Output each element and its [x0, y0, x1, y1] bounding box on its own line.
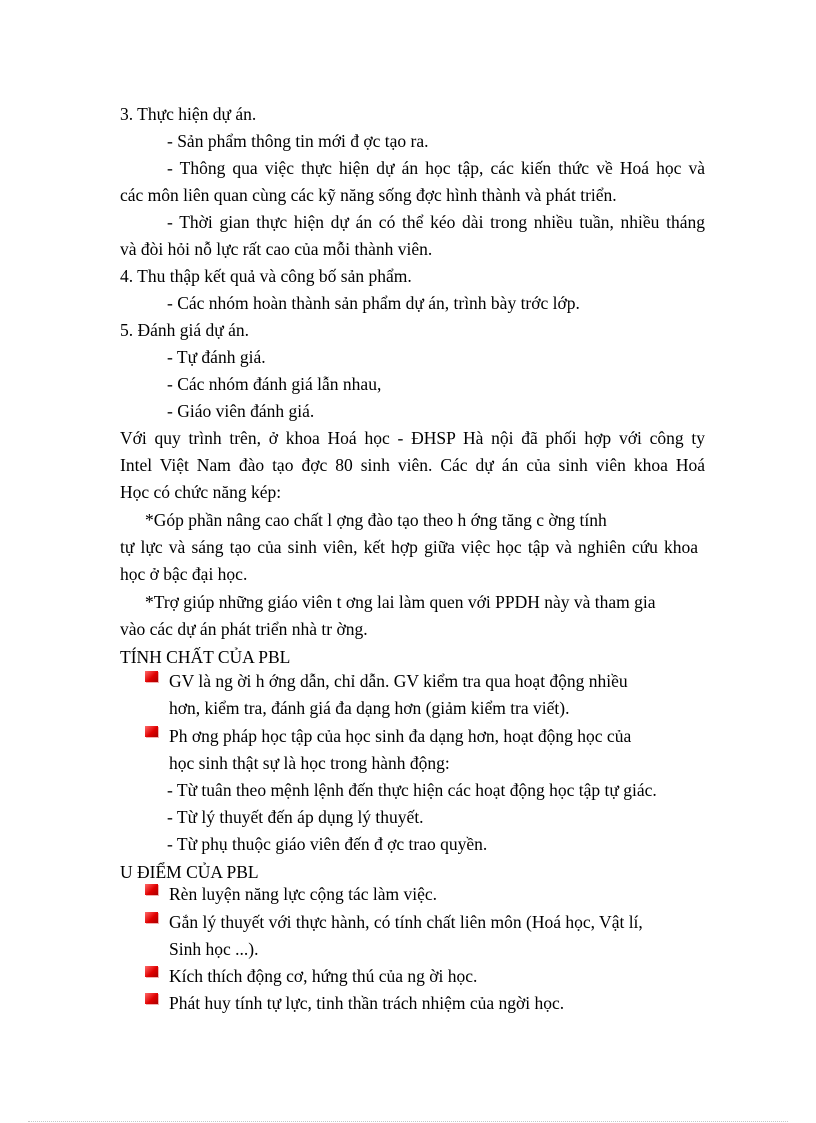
advantage-4: Phát huy tính tự lực, tinh thần trách nhiệm của ngời học. — [169, 993, 565, 1013]
function-1-line-2: tự lực và sáng tạo của sinh viên, kết hợp giữa việc học tập và nghiên cứu khoa — [120, 537, 698, 557]
step-5-item-3: - Giáo viên đánh giá. — [167, 401, 315, 421]
step-5-item-2: - Các nhóm đánh giá lẫn nhau, — [167, 374, 382, 394]
step-3-item-2-line-2: các môn liên quan cùng các kỹ năng sống đợc hình thành và phát triển. — [120, 185, 617, 205]
red-square-bullet-icon — [145, 993, 158, 1004]
advantage-1: Rèn luyện năng lực cộng tác làm việc. — [169, 884, 438, 904]
page-bottom-divider — [28, 1121, 788, 1122]
property-2-line-2: học sinh thật sự là học trong hành động: — [169, 753, 450, 773]
step-3-item-3-line-1: - Thời gian thực hiện dự án có thể kéo dài trong nhiều tuần, nhiều tháng — [167, 212, 705, 232]
advantage-2-line-1: Gắn lý thuyết với thực hành, có tính chất liên môn (Hoá học, Vật lí, — [169, 912, 643, 932]
property-2-detail-1: - Từ tuân theo mệnh lệnh đến thực hiện các hoạt động học tập tự giác. — [167, 780, 657, 800]
red-square-bullet-icon — [145, 726, 158, 737]
property-1-line-2: hơn, kiểm tra, đánh giá đa dạng hơn (giảm kiểm tra viết). — [169, 698, 570, 718]
function-1-line-1: *Góp phần nâng cao chất l ợng đào tạo theo h ớng tăng c ờng tính — [145, 510, 607, 530]
function-1-line-3: học ở bậc đại học. — [120, 564, 248, 584]
step-3-item-1: - Sản phẩm thông tin mới đ ợc tạo ra. — [167, 131, 429, 151]
function-2-line-2: vào các dự án phát triển nhà tr ờng. — [120, 619, 368, 639]
red-square-bullet-icon — [145, 912, 158, 923]
paragraph-line-3: Học có chức năng kép: — [120, 482, 282, 502]
section-heading-properties: TÍNH CHẤT CỦA PBL — [120, 647, 291, 667]
advantage-3: Kích thích động cơ, hứng thú của ng ời học. — [169, 966, 478, 986]
step-5-item-1: - Tự đánh giá. — [167, 347, 266, 367]
step-4-heading: 4. Thu thập kết quả và công bố sản phẩm. — [120, 266, 412, 286]
property-1-line-1: GV là ng ời h ớng dẫn, chỉ dẫn. GV kiểm tra qua hoạt động nhiều — [169, 671, 628, 691]
red-square-bullet-icon — [145, 884, 158, 895]
step-3-item-2-line-1: - Thông qua việc thực hiện dự án học tập, các kiến thức về Hoá học và — [167, 158, 705, 178]
section-heading-advantages: U ĐIỂM CỦA PBL — [120, 862, 259, 882]
property-2-line-1: Ph ơng pháp học tập của học sinh đa dạng hơn, hoạt động học của — [169, 726, 632, 746]
paragraph-line-1: Với quy trình trên, ở khoa Hoá học - ĐHSP Hà nội đã phối hợp với công ty — [120, 428, 705, 448]
property-2-detail-2: - Từ lý thuyết đến áp dụng lý thuyết. — [167, 807, 424, 827]
function-2-line-1: *Trợ giúp những giáo viên t ơng lai làm quen với PPDH này và tham gia — [145, 592, 656, 612]
step-5-heading: 5. Đánh giá dự án. — [120, 320, 250, 340]
red-square-bullet-icon — [145, 966, 158, 977]
advantage-2-line-2: Sinh học ...). — [169, 939, 259, 959]
step-3-item-3-line-2: và đòi hỏi nỗ lực rất cao của mỗi thành viên. — [120, 239, 433, 259]
step-4-item-1: - Các nhóm hoàn thành sản phẩm dự án, trình bày trớc lớp. — [167, 293, 580, 313]
step-3-heading: 3. Thực hiện dự án. — [120, 104, 257, 124]
red-square-bullet-icon — [145, 671, 158, 682]
paragraph-line-2: Intel Việt Nam đào tạo đợc 80 sinh viên. Các dự án của sinh viên khoa Hoá — [120, 455, 705, 475]
property-2-detail-3: - Từ phụ thuộc giáo viên đến đ ợc trao quyền. — [167, 834, 488, 854]
